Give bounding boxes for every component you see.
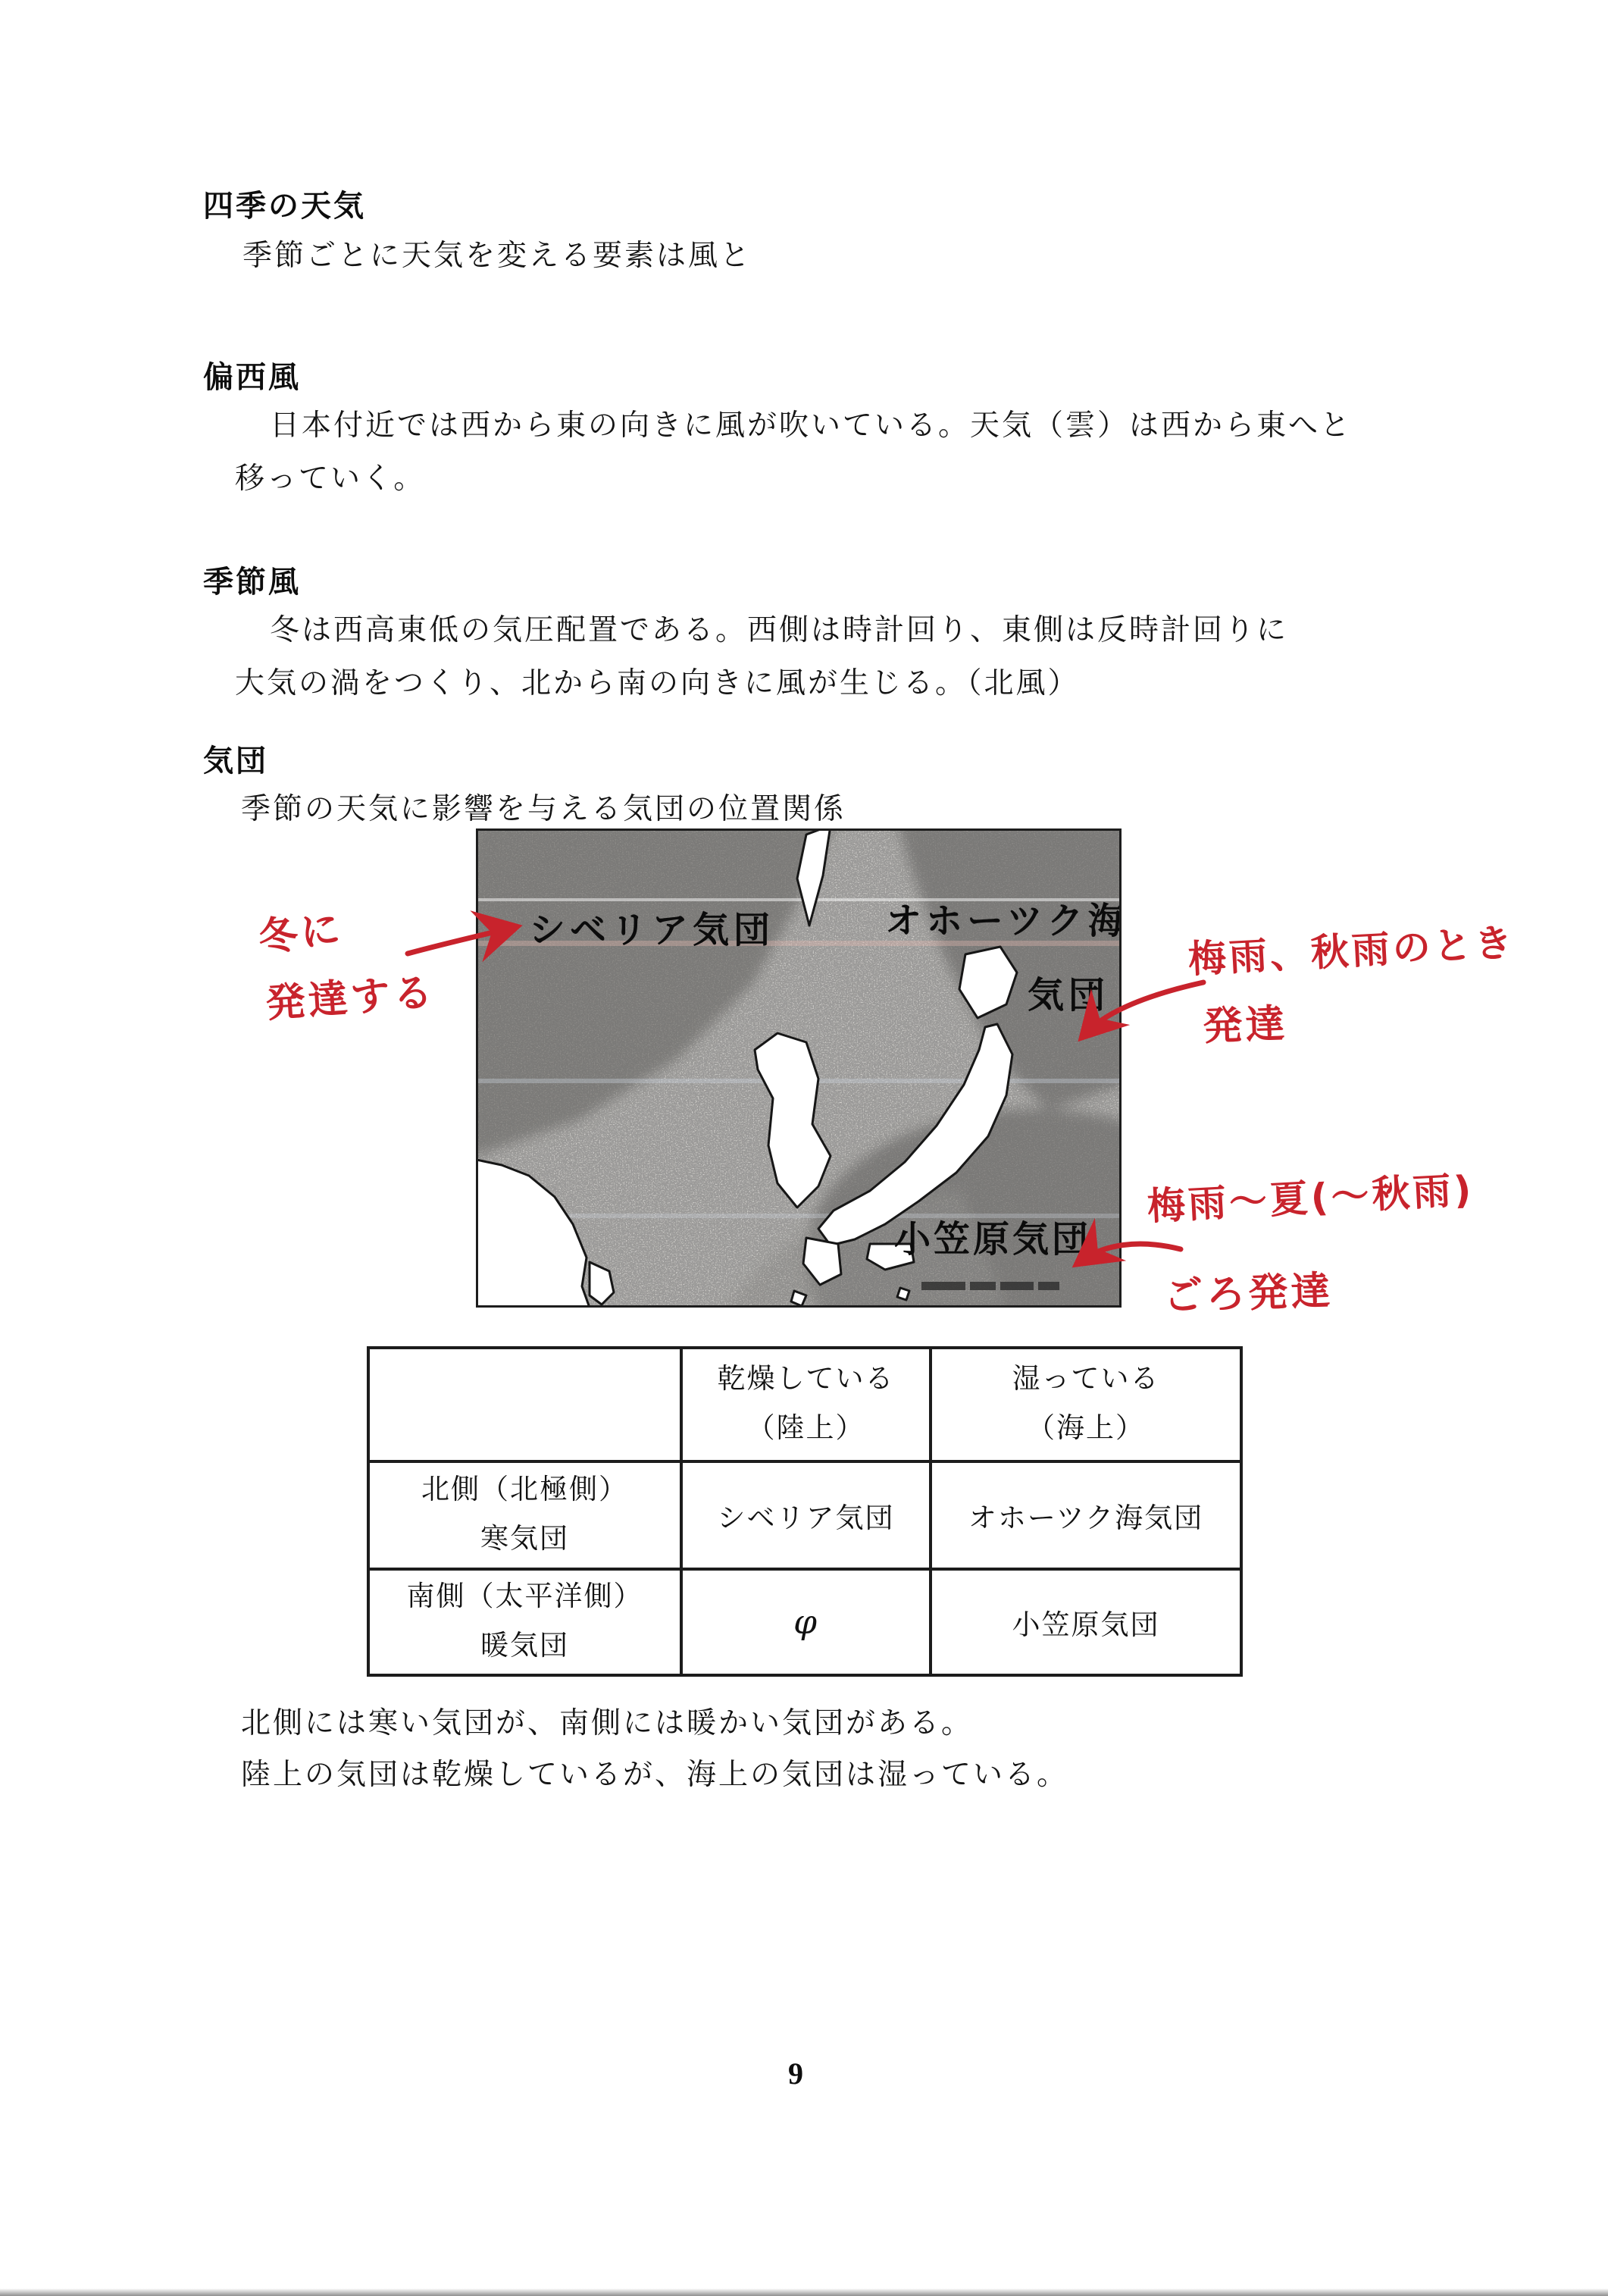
heading-henseifu: 偏西風 — [203, 361, 301, 394]
header-dry-line1: 乾燥している — [717, 1364, 895, 1395]
row-label-north — [368, 1461, 681, 1569]
scanner-edge-shadow — [0, 2288, 1608, 2296]
heading-kidan: 気団 — [203, 744, 268, 778]
page-number: 9 — [788, 2056, 803, 2091]
cell-north-dry: シベリア気団 — [681, 1461, 931, 1569]
annotation-ogasawara-line2: ごろ発達 — [1162, 1268, 1334, 1320]
cell-north-wet: オホーツク海気団 — [931, 1461, 1241, 1569]
body-line: 冬は西高東低の気圧配置である。西側は時計回り、東側は反時計回りに — [270, 614, 1289, 647]
airmass-map-svg — [476, 829, 1122, 1308]
table-header-wet — [931, 1348, 1241, 1461]
body-line: 季節の天気に影響を与える気団の位置関係 — [241, 793, 846, 825]
row-label-line: 南側（太平洋側） — [406, 1581, 643, 1613]
row-label-line: 寒気団 — [480, 1524, 569, 1555]
row-label-south — [368, 1569, 681, 1675]
table-row — [368, 1461, 1241, 1569]
summary-line-2: 陸上の気団は乾燥しているが、海上の気団は湿っている。 — [241, 1759, 1069, 1791]
map-label-okhotsk-line1: オホーツク海 — [885, 901, 1122, 941]
cell-south-wet: 小笠原気団 — [931, 1569, 1241, 1675]
body-line: 季節ごとに天気を変える要素は風と — [242, 240, 752, 272]
summary-line-1: 北側には寒い気団が、南側には暖かい気団がある。 — [241, 1707, 974, 1740]
annotation-winter-line2: 発達する — [264, 969, 437, 1027]
annotation-ogasawara-line1: 梅雨〜夏(〜秋雨) — [1146, 1167, 1475, 1229]
body-line: 移っていく。 — [235, 462, 426, 495]
annotation-okhotsk-line1: 梅雨、秋雨のとき — [1187, 920, 1517, 982]
annotation-winter-line1: 冬に — [255, 906, 346, 962]
map-credit-smudge — [921, 1282, 1059, 1290]
body-line: 大気の渦をつくり、北から南の向きに風が生じる。（北風） — [235, 667, 1080, 700]
heading-shiki-no-tenki: 四季の天気 — [203, 190, 366, 223]
header-wet-line2: （海上） — [1027, 1413, 1145, 1444]
row-label-line: 暖気団 — [480, 1630, 569, 1662]
airmass-table — [367, 1346, 1243, 1677]
map-label-ogasawara: 小笠原気団 — [894, 1220, 1092, 1260]
airmass-map-figure — [476, 829, 1122, 1308]
annotation-okhotsk-line2: 発達 — [1202, 1001, 1289, 1050]
map-label-siberia: シベリア気団 — [529, 910, 775, 951]
header-dry-line2: （陸上） — [746, 1413, 865, 1444]
table-header-dry — [681, 1348, 931, 1461]
table-corner-cell — [368, 1348, 681, 1461]
cell-south-dry-phi: φ — [681, 1569, 931, 1675]
map-label-okhotsk-line2: 気団 — [1028, 976, 1110, 1016]
heading-kisetsufu: 季節風 — [203, 565, 301, 599]
table-row — [368, 1569, 1241, 1675]
body-line: 日本付近では西から東の向きに風が吹いている。天気（雲）は西から東へと — [270, 409, 1353, 442]
header-wet-line1: 湿っている — [1012, 1364, 1160, 1395]
row-label-line: 北側（北極側） — [421, 1474, 628, 1506]
